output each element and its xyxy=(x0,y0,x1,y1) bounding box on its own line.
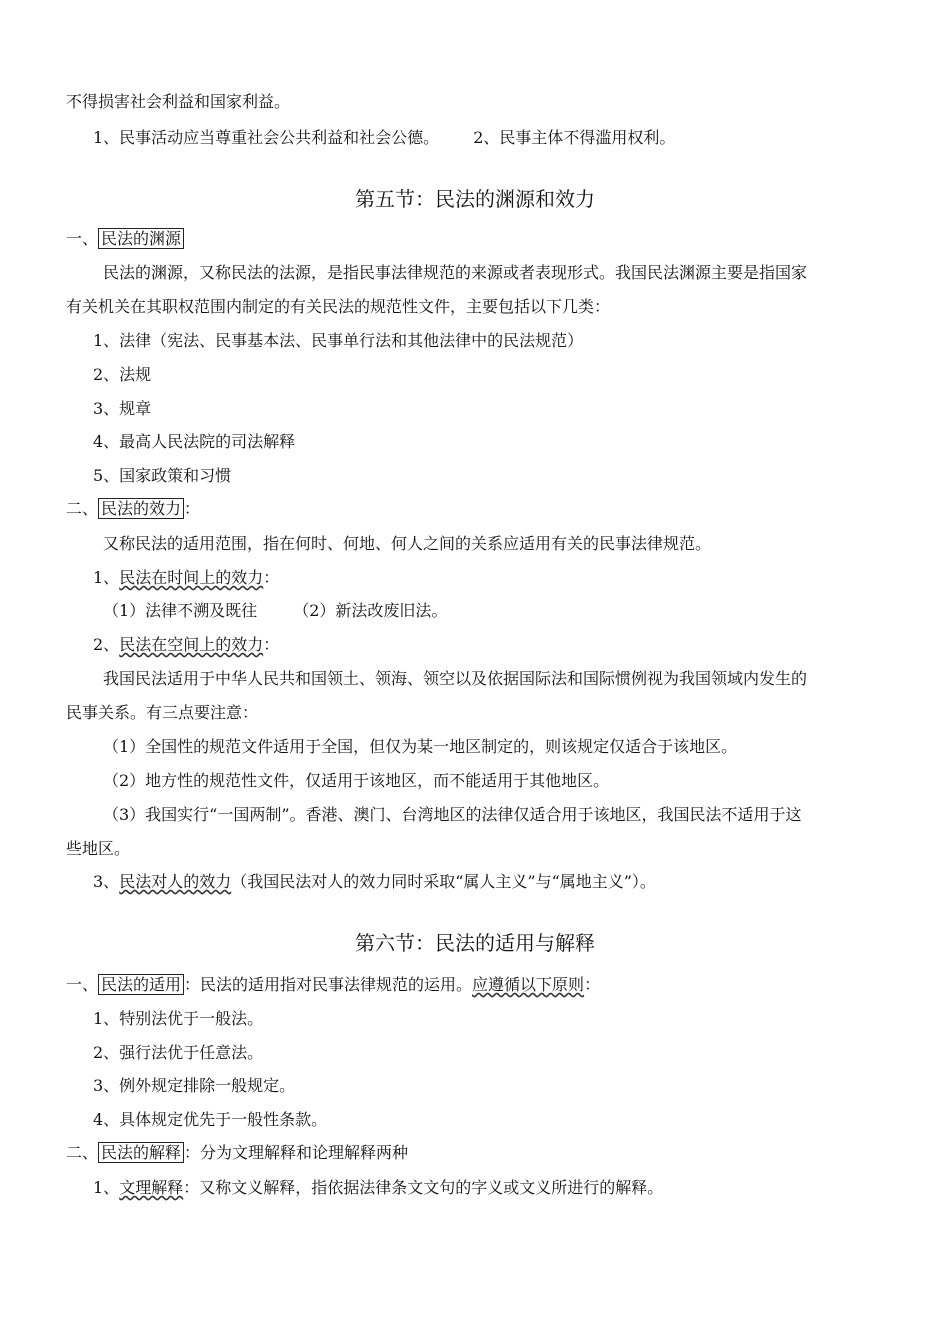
list-item: 2、强行法优于任意法。 xyxy=(93,1043,264,1062)
list-item: （2）地方性的规范性文件，仅适用于该地区，而不能适用于其他地区。 xyxy=(103,771,610,790)
subheading-number: 一、 xyxy=(66,229,99,248)
list-item: （1）全国性的规范文件适用于全国，但仅为某一地区制定的，则该规定仅适合于该地区。 xyxy=(103,737,738,756)
list-item: 3、例外规定排除一般规定。 xyxy=(93,1076,296,1095)
description: ：分为文理解释和论理解释两种 xyxy=(184,1143,409,1162)
boxed-term: 民法的渊源 xyxy=(98,228,184,249)
list-line xyxy=(103,601,890,621)
list-line xyxy=(93,128,890,148)
paragraph: 民法的渊源，又称民法的法源，是指民事法律规范的来源或者表现形式。我国民法渊源主要是指国家 xyxy=(103,263,808,282)
description: ：又称文义解释，指依据法律条文文句的字义或文义所进行的解释。 xyxy=(183,1178,664,1197)
list-item: 5、国家政策和习惯 xyxy=(93,466,232,485)
description: ：民法的适用指对民事法律规范的运用。 xyxy=(184,975,473,994)
item-number: 1、 xyxy=(93,1178,120,1197)
list-item: （2）新法改废旧法。 xyxy=(293,601,448,620)
subheading-number: 二、 xyxy=(66,499,99,518)
subheading-number: 一、 xyxy=(66,975,99,994)
section-heading: 第五节：民法的渊源和效力 xyxy=(355,187,595,211)
list-item: （3）我国实行“一国两制”。香港、澳门、台湾地区的法律仅适合用于该地区，我国民法不适用于这 xyxy=(103,805,802,824)
subheading xyxy=(93,568,890,588)
item-number: 3、 xyxy=(93,872,120,891)
note: （我国民法对人的效力同时采取“属人主义”与“属地主义”）。 xyxy=(231,872,656,891)
wavy-term: 民法对人的效力 xyxy=(119,872,232,891)
list-item: 4、最高人民法院的司法解释 xyxy=(93,432,296,451)
paragraph: 我国民法适用于中华人民共和国领土、领海、领空以及依据国际法和国际惯例视为我国领域内发生的 xyxy=(103,669,808,688)
list-item: 1、法律（宪法、民事基本法、民事单行法和其他法律中的民法规范） xyxy=(93,331,584,350)
punctuation: ： xyxy=(263,568,280,587)
wavy-term: 文理解释 xyxy=(119,1178,184,1197)
item-number: 1、 xyxy=(93,568,120,587)
list-item: 3、规章 xyxy=(93,399,152,418)
item-number: 2、 xyxy=(93,635,120,654)
subheading xyxy=(93,1178,890,1198)
punctuation: ： xyxy=(184,499,201,518)
subheading xyxy=(66,229,890,249)
list-item: 1、民事活动应当尊重社会公共利益和社会公德。 xyxy=(93,128,440,147)
paragraph: 民事关系。有三点要注意： xyxy=(66,703,259,722)
subheading xyxy=(66,975,890,995)
paragraph: 又称民法的适用范围，指在何时、何地、何人之间的关系应适用有关的民事法律规范。 xyxy=(103,534,712,553)
boxed-term: 民法的适用 xyxy=(98,974,184,995)
wavy-term: 民法在空间上的效力 xyxy=(119,635,264,654)
wavy-term: 应遵循以下原则 xyxy=(472,975,585,994)
section-heading: 第六节：民法的适用与解释 xyxy=(355,931,595,955)
list-item: 2、法规 xyxy=(93,365,152,384)
paragraph: 不得损害社会利益和国家利益。 xyxy=(66,92,291,111)
subheading xyxy=(93,872,890,892)
subheading xyxy=(66,499,890,519)
list-item: 2、民事主体不得滥用权利。 xyxy=(473,128,676,147)
subheading xyxy=(93,635,890,655)
list-item: （1）法律不溯及既往 xyxy=(103,601,258,620)
boxed-term: 民法的效力 xyxy=(98,498,184,519)
list-item: 些地区。 xyxy=(66,839,131,858)
list-item: 1、特别法优于一般法。 xyxy=(93,1009,264,1028)
list-item: 4、具体规定优先于一般性条款。 xyxy=(93,1110,328,1129)
boxed-term: 民法的解释 xyxy=(98,1142,184,1163)
subheading xyxy=(66,1143,890,1163)
wavy-term: 民法在时间上的效力 xyxy=(119,568,264,587)
paragraph: 有关机关在其职权范围内制定的有关民法的规范性文件，主要包括以下几类： xyxy=(66,297,611,316)
subheading-number: 二、 xyxy=(66,1143,99,1162)
punctuation: ： xyxy=(584,975,601,994)
punctuation: ： xyxy=(263,635,280,654)
